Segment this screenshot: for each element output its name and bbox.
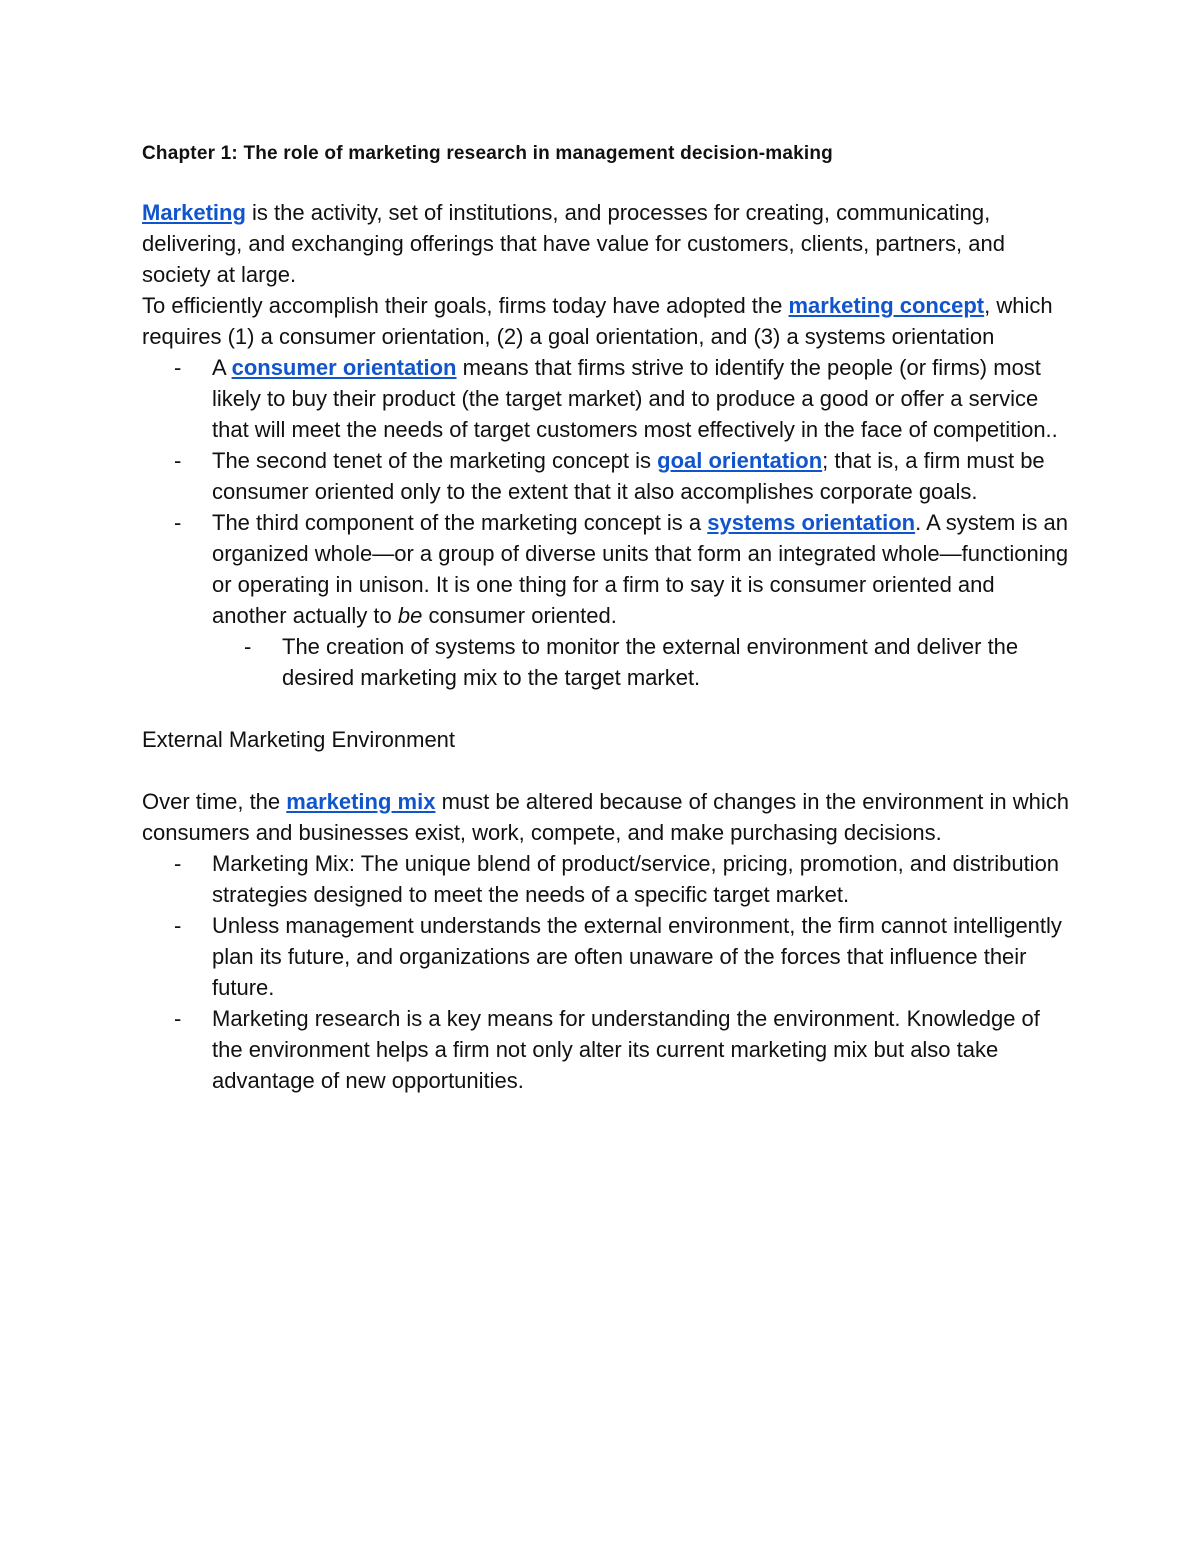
list-item [174, 445, 1072, 507]
marketing-link[interactable]: Marketing [142, 200, 246, 225]
marketing-mix-paragraph [142, 786, 1072, 848]
dash-bullet: - [174, 448, 182, 473]
dash-bullet: - [174, 1006, 182, 1031]
document-page [142, 138, 1072, 1096]
marketing-concept-link[interactable]: marketing concept [788, 293, 985, 318]
marketing-concept-text-before: To efficiently accomplish their goals, firms today have adopted the [142, 293, 789, 318]
marketing-concept-paragraph [142, 290, 1072, 352]
list-item [174, 507, 1072, 693]
chapter-title: Chapter 1: The role of marketing research in management decision-making [142, 143, 833, 164]
dash-bullet: - [174, 355, 182, 380]
spacer [142, 693, 1072, 724]
marketing-definition-text: is the activity, set of institutions, and processes for creating, communicating, delivering, and exchanging offerings that have value for customers, clients, partners, and society at large. [142, 200, 1005, 287]
marketing-definition-paragraph [142, 197, 1072, 290]
marketing-mix-text-after: must be altered because of changes in the environment in which consumers and businesses exist, work, compete, and make purchasing decisions. [142, 789, 1069, 845]
systems-subitem-text: The creation of systems to monitor the external environment and deliver the desired marketing mix to the target market. [282, 634, 1019, 690]
consumer-orientation-text-before: A [212, 355, 232, 380]
dash-bullet: - [174, 851, 182, 876]
systems-orientation-text-end: consumer oriented. [422, 603, 617, 628]
goal-orientation-link[interactable]: goal orientation [657, 448, 823, 473]
orientation-list [142, 352, 1072, 693]
systems-orientation-text-before: The third component of the marketing concept is a [212, 510, 708, 535]
environment-item-text: Marketing research is a key means for understanding the environment. Knowledge of the environment helps a firm not only alter its current marketing mix but also take advantage of new opportunities. [212, 1006, 1040, 1093]
systems-sublist [212, 631, 1072, 693]
list-item [174, 1003, 1072, 1096]
list-item [174, 848, 1072, 910]
environment-item-text: Marketing Mix: The unique blend of product/service, pricing, promotion, and distribution strategies designed to meet the needs of a specific target market. [212, 851, 1060, 907]
marketing-mix-text-before: Over time, the [142, 789, 287, 814]
spacer [142, 755, 1072, 786]
list-item [244, 631, 1072, 693]
systems-orientation-italic: be [397, 603, 423, 628]
list-item [174, 352, 1072, 445]
environment-item-text: Unless management understands the external environment, the firm cannot intelligently plan its future, and organizations are often unaware of the forces that influence their future. [212, 913, 1062, 1000]
consumer-orientation-link[interactable]: consumer orientation [231, 355, 457, 380]
dash-bullet: - [174, 913, 182, 938]
dash-bullet: - [174, 510, 182, 535]
section-heading: External Marketing Environment [142, 727, 456, 752]
list-item [174, 910, 1072, 1003]
marketing-mix-link[interactable]: marketing mix [286, 789, 436, 814]
systems-orientation-link[interactable]: systems orientation [707, 510, 916, 535]
systems-orientation-text-after: . A system is an organized whole—or a group of diverse units that form an integrated whole—functioning or operating in unison. It is one thing for a firm to say it is consumer oriented and another actually to [212, 510, 1069, 628]
goal-orientation-text-before: The second tenet of the marketing concept is [212, 448, 658, 473]
environment-list [142, 848, 1072, 1096]
marketing-concept-text-after: , which requires (1) a consumer orientation, (2) a goal orientation, and (3) a systems orientation [142, 293, 1053, 349]
goal-orientation-text-after: ; that is, a firm must be consumer oriented only to the extent that it also accomplishes corporate goals. [212, 448, 1045, 504]
consumer-orientation-text-after: means that firms strive to identify the people (or firms) most likely to buy their product (the target market) and to produce a good or offer a service that will meet the needs of target customers most effectively in the face of competition.. [212, 355, 1058, 442]
dash-bullet: - [244, 634, 252, 659]
